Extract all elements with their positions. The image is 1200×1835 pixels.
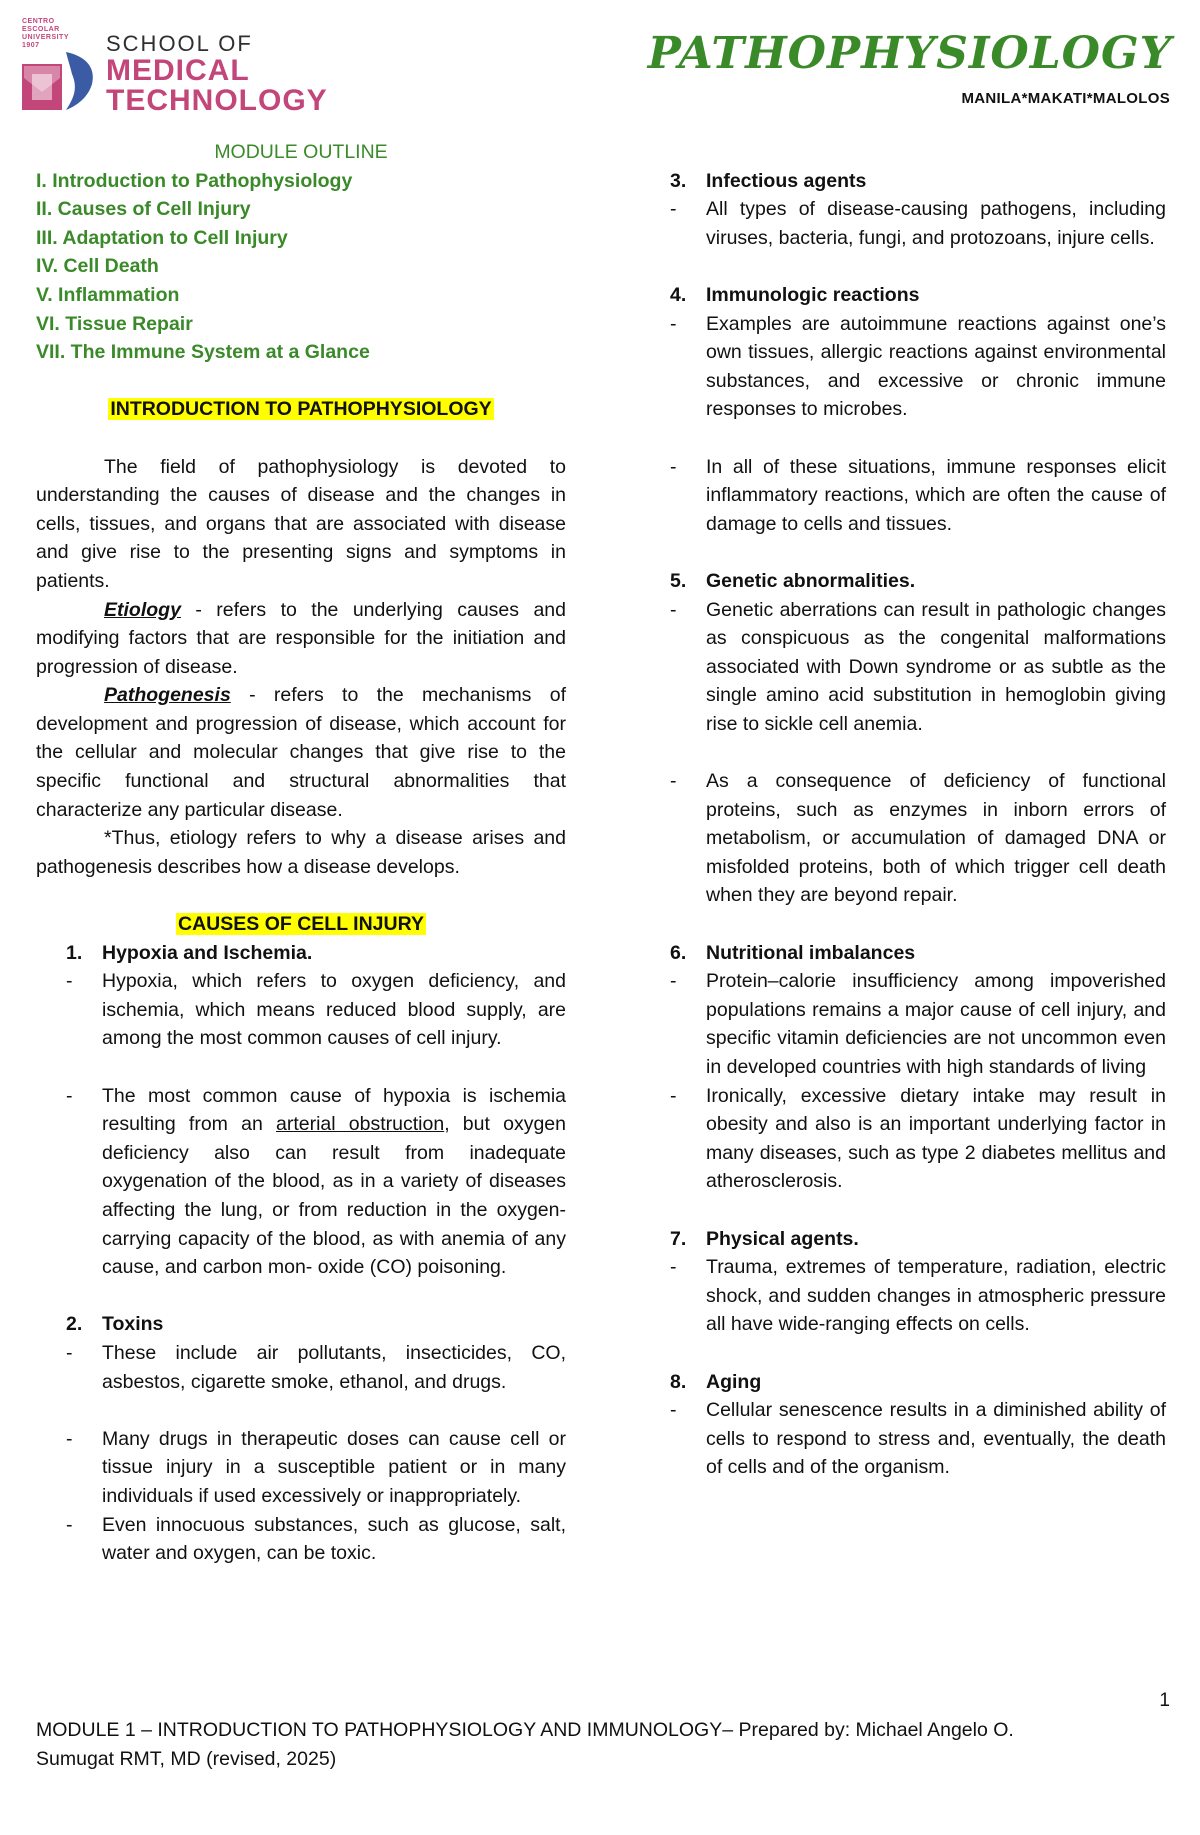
pathogenesis-definition: Pathogenesis - refers to the mechanisms of development and progression of disease, which account for the cellular and molecular changes that give rise to the specific functional and structural abnormalities that characterize any particular disease. [36, 684, 566, 821]
cause-item-title: 3. Infectious agents [670, 169, 867, 192]
page-footer: MODULE 1 – INTRODUCTION TO PATHOPHYSIOLOGY AND IMMUNOLOGY– Prepared by: Michael Angelo O. Sumugat RMT, MD (revised, 2025) [36, 1719, 1014, 1770]
cause-bullet: - Genetic aberrations can result in pathologic changes as conspicuous as the congenital malformations associated with Down syndrome or as subtle as the single amino acid substitution in hemoglobin giving rise to sickle cell anemia. [670, 598, 1166, 735]
causes-heading-wrap [36, 910, 566, 939]
school-logo [22, 18, 382, 118]
campus-list: MANILA*MAKATI*MALOLOS [961, 90, 1170, 107]
intro-paragraph: The field of pathophysiology is devoted to understanding the causes of disease and the changes in cells, tissues, and organs that are associated with disease and give rise to the presenting signs and symptoms in patients. [36, 455, 566, 592]
logo-line-technology: TECHNOLOGY [106, 84, 328, 117]
cause-item-title: 4. Immunologic reactions [670, 283, 920, 306]
cause-item-title: 7. Physical agents. [670, 1227, 859, 1250]
cause-bullet: - Cellular senescence results in a diminished ability of cells to respond to stress and, eventually, the death of cells and of the organism. [670, 1399, 1166, 1479]
outline-item: II. Causes of Cell Injury [36, 198, 251, 221]
cause-item-title: 1. Hypoxia and Ischemia. [66, 941, 313, 964]
cause-item-title: 6. Nutritional imbalances [670, 941, 916, 964]
cause-bullet: - Even innocuous substances, such as glucose, salt, water and oxygen, can be toxic. [66, 1513, 566, 1565]
left-column [36, 138, 566, 1568]
subject-title: PATHOPHYSIOLOGY [647, 28, 1172, 79]
logo-line-school-of: SCHOOL OF [106, 31, 253, 56]
outline-item: I. Introduction to Pathophysiology [36, 169, 353, 192]
logo-wordmark [106, 32, 328, 116]
logo-university-text: CENTRO ESCOLAR UNIVERSITY 1907 [22, 18, 70, 49]
cause-bullet: - Trauma, extremes of temperature, radiation, electric shock, and sudden changes in atmospheric pressure all have wide-ranging effects on cells. [670, 1256, 1166, 1336]
etiology-definition: Etiology - refers to the underlying causes and modifying factors that are responsible for the initiation and progression of disease. [36, 598, 566, 678]
cause-bullet: - The most common cause of hypoxia is ischemia resulting from an arterial obstruction, but oxygen deficiency also can result from inadequate oxygenation of the blood, as in a variety of diseases affecting the lung, or from reduction in the oxygen-carrying capacity of the blood, as with anemia of any cause, and carbon mon- oxide (CO) poisoning. [66, 1084, 566, 1279]
page-number: 1 [1159, 1690, 1170, 1711]
pathogenesis-term: Pathogenesis [104, 684, 231, 707]
etiology-term: Etiology [104, 598, 181, 621]
outline-item: V. Inflammation [36, 283, 180, 306]
cause-bullet: - Ironically, excessive dietary intake may result in obesity and also is an important underlying factor in many diseases, such as type 2 diabetes mellitus and atherosclerosis. [670, 1084, 1166, 1193]
outline-item: VI. Tissue Repair [36, 312, 193, 335]
cause-bullet: - As a consequence of deficiency of functional proteins, such as enzymes in inborn errors of metabolism, or accumulation of damaged DNA or misfolded proteins, both of which trigger cell death when they are beyond repair. [670, 770, 1166, 907]
cause-bullet: - All types of disease-causing pathogens, including viruses, bacteria, fungi, and protozoans, injure cells. [670, 198, 1166, 249]
right-column [670, 138, 1166, 1482]
cause-bullet: - Examples are autoimmune reactions against one’s own tissues, allergic reactions against environmental substances, and excessive or chronic immune responses to microbes. [670, 312, 1166, 421]
summary-note: *Thus, etiology refers to why a disease arises and pathogenesis describes how a disease develops. [36, 827, 566, 878]
outline-item: III. Adaptation to Cell Injury [36, 226, 288, 249]
outline-item: IV. Cell Death [36, 255, 159, 278]
logo-line-medical: MEDICAL [106, 54, 250, 87]
cause-item-title: 8. Aging [670, 1370, 762, 1393]
intro-heading: INTRODUCTION TO PATHOPHYSIOLOGY [110, 398, 492, 421]
outline-item: VII. The Immune System at a Glance [36, 341, 370, 364]
cause-bullet: - Hypoxia, which refers to oxygen deficiency, and ischemia, which means reduced blood supply, are among the most common causes of cell injury. [66, 970, 566, 1050]
intro-heading-wrap [36, 395, 566, 424]
cause-item-title: 2. Toxins [66, 1313, 164, 1336]
cause-bullet: - Protein–calorie insufficiency among impoverished populations remains a major cause of cell injury, and specific vitamin deficiencies are not uncommon even in developed countries with high standards of living [670, 970, 1166, 1078]
cause-bullet: - These include air pollutants, insecticides, CO, asbestos, cigarette smoke, ethanol, and drugs. [66, 1341, 566, 1393]
cause-bullet: - In all of these situations, immune responses elicit inflammatory reactions, which are often the cause of damage to cells and tissues. [670, 455, 1166, 535]
outline-title: MODULE OUTLINE [214, 141, 388, 163]
cause-bullet: - Many drugs in therapeutic doses can cause cell or tissue injury in a susceptible patient or in many individuals if used excessively or inappropriately. [66, 1427, 566, 1507]
cause-item-title: 5. Genetic abnormalities. [670, 569, 916, 592]
causes-heading: CAUSES OF CELL INJURY [178, 913, 424, 936]
